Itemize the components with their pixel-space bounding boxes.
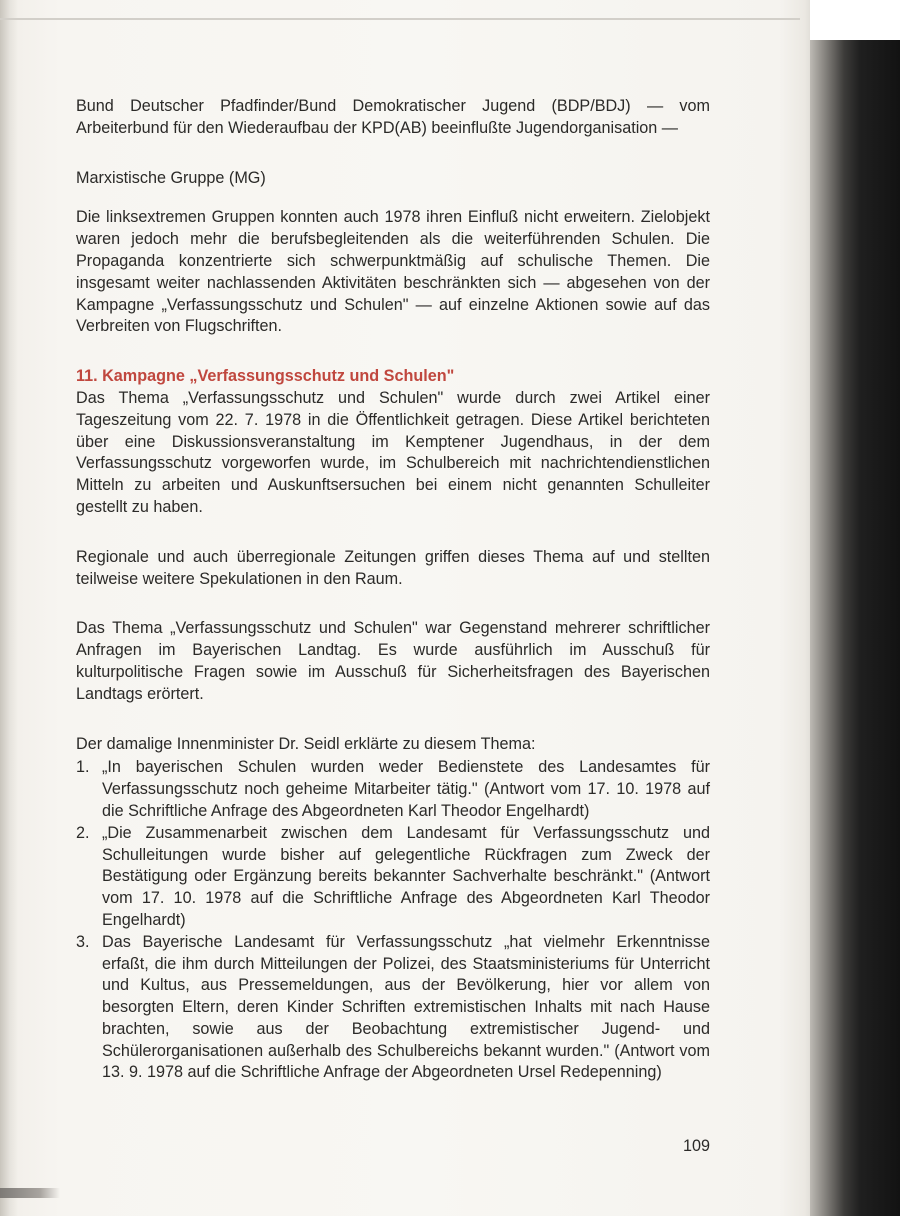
quote-item (76, 757, 710, 822)
page-number: 109 (682, 1137, 710, 1155)
book-spine (810, 0, 900, 1216)
quote-list (76, 757, 710, 1084)
page-left-shadow (0, 0, 18, 1216)
quote-text: „Die Zusammenarbeit zwischen dem Landesamt für Verfassungsschutz und Schulleitungen wurde bisher auf gelegentliche Rückfragen zum Zweck der Bestätigung oder Ergänzung bereits bekannter Sachverhalte beschränkt." (Antwort vom 17. 10. 1978 auf die Schriftliche Anfrage des Abgeordneten Karl Theodor Engelhardt) (102, 823, 710, 929)
org-entry-bdp: Bund Deutscher Pfadfinder/Bund Demokratischer Jugend (BDP/BDJ) — vom Arbeiterbund für den Wiederaufbau der KPD(AB) beeinflußte Jugendorganisation — (76, 97, 710, 137)
quote-number: 3. (76, 932, 90, 951)
quote-number: 1. (76, 758, 90, 777)
spine-top-strip (810, 0, 900, 40)
paragraph-3: Das Thema „Verfassungsschutz und Schulen" war Gegenstand mehrerer schriftlicher Anfragen im Bayerischen Landtag. Es wurde ausführlich im Ausschuß für kulturpolitische Fragen sowie im Ausschuß für Sicherheitsfragen des Bayerischen Landtags erörtert. (76, 619, 710, 703)
quote-item (76, 823, 710, 932)
quote-number: 2. (76, 823, 90, 842)
quote-item (76, 932, 710, 1085)
list-intro: Der damalige Innenminister Dr. Seidl erklärte zu diesem Thema: (76, 734, 536, 753)
paragraph-2: Regionale und auch überregionale Zeitungen griffen dieses Thema auf und stellten teilweise weitere Spekulationen in den Raum. (76, 547, 710, 588)
scan-bottom-marks (0, 1188, 60, 1198)
page-content (76, 96, 710, 1084)
paragraph-1: Das Thema „Verfassungsschutz und Schulen" wurde durch zwei Artikel einer Tageszeitung vom 22. 7. 1978 in die Öffentlichkeit getragen. Diese Artikel berichteten über eine Diskussionsveranstaltung im Kemptener Jugendhaus, in der dem Verfassungsschutz vorgeworfen wurde, im Schulbereich mit nachrichtendienstlichen Mitteln zu arbeiten und Auskunftsersuchen bei einem nicht genannten Schulleiter gestellt zu haben. (76, 388, 710, 516)
org-entry-mg: Marxistische Gruppe (MG) (76, 168, 266, 187)
page-top-edge (0, 18, 800, 20)
quote-text: Das Bayerische Landesamt für Verfassungsschutz „hat vielmehr Erkenntnisse erfaßt, die ihm durch Mitteilungen der Polizei, des Staatsministeriums für Unterricht und Kultus, aus Pressemeldungen, aus der Bevölkerung, hier vor allem von besorgten Eltern, deren Kinder Schriften extremistischen Inhalts mit nach Hause brachten, sowie aus der Beobachtung extremistischer Jugend- und Schülerorganisationen außerhalb des Schulbereichs bekannt wurden." (Antwort vom 13. 9. 1978 auf die Schriftliche Anfrage der Abgeordneten Ursel Redepenning) (102, 932, 710, 1082)
intro-paragraph: Die linksextremen Gruppen konnten auch 1978 ihren Einfluß nicht erweitern. Zielobjekt waren jedoch mehr die berufsbegleitenden als die weiterführenden Schulen. Die Propaganda konzentrierte sich schwerpunktmäßig auf schulische Themen. Die insgesamt weiter nachlassenden Aktivitäten beschränkten sich — abgesehen von der Kampagne „Verfassungsschutz und Schulen" — auf einzelne Aktionen sowie auf das Verbreiten von Flugschriften. (76, 208, 710, 336)
quote-text: „In bayerischen Schulen wurden weder Bedienstete des Landesamtes für Verfassungsschutz noch geheime Mitarbeiter tätig." (Antwort vom 17. 10. 1978 auf die Schriftliche Anfrage des Abgeordneten Karl Theodor Engelhardt) (102, 758, 710, 820)
section-heading: 11. Kampagne „Verfassungsschutz und Schulen" (76, 367, 455, 386)
